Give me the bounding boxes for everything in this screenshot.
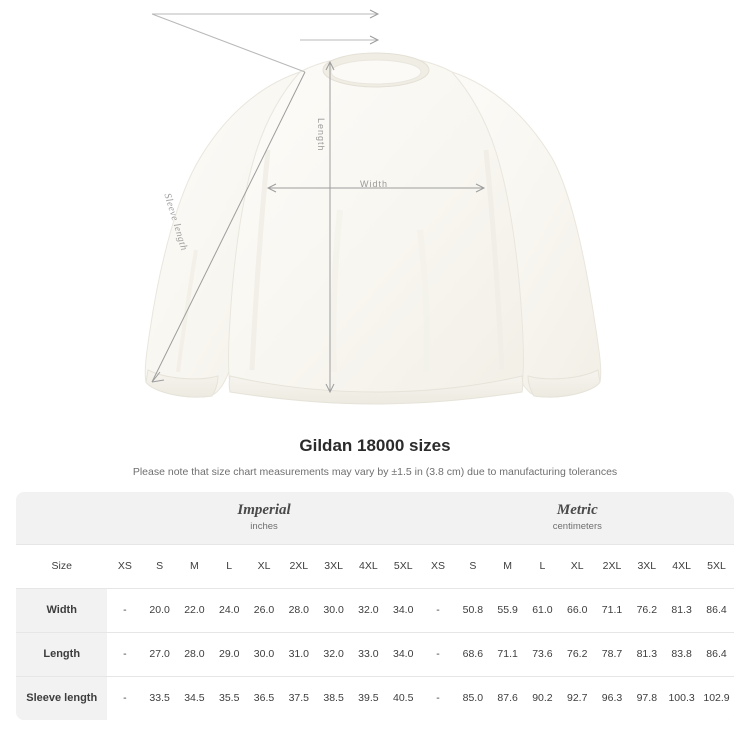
table-header-size-xl: XL (247, 544, 282, 588)
table-cell: 37.5 (281, 676, 316, 720)
table-cell: - (421, 676, 456, 720)
table-row-label: Length (16, 632, 107, 676)
table-cell: 100.3 (664, 676, 699, 720)
table-header-size-s: S (455, 544, 490, 588)
table-cell: 31.0 (281, 632, 316, 676)
table-size-header-row (16, 544, 734, 588)
table-row (16, 588, 734, 632)
table-cell: 39.5 (351, 676, 386, 720)
table-cell: 76.2 (629, 588, 664, 632)
table-header-size-3xl: 3XL (316, 544, 351, 588)
system-unit: centimeters (552, 520, 602, 532)
table-cell: 28.0 (281, 588, 316, 632)
table-cell: 34.5 (177, 676, 212, 720)
table-cell: 38.5 (316, 676, 351, 720)
table-cell: 86.4 (699, 632, 734, 676)
system-name: Metric (556, 501, 598, 518)
table-row (16, 676, 734, 720)
table-cell: 92.7 (560, 676, 595, 720)
table-cell: 55.9 (490, 588, 525, 632)
table-cell: 33.5 (142, 676, 177, 720)
label-length: Length (316, 118, 326, 152)
table-header-size-xs: XS (421, 544, 456, 588)
table-cell: 86.4 (699, 588, 734, 632)
table-header-size-s: S (142, 544, 177, 588)
table-cell: 34.0 (386, 632, 421, 676)
label-sleeve-length: Sleeve length (161, 192, 190, 253)
table-cell: 27.0 (142, 632, 177, 676)
table-header-size-m: M (177, 544, 212, 588)
table-cell: 36.5 (247, 676, 282, 720)
table-cell: - (421, 588, 456, 632)
table-header-size-m: M (490, 544, 525, 588)
table-cell: 28.0 (177, 632, 212, 676)
table-cell: 20.0 (142, 588, 177, 632)
table-cell: 85.0 (455, 676, 490, 720)
table-header-size-4xl: 4XL (351, 544, 386, 588)
table-cell: 83.8 (664, 632, 699, 676)
table-row-label: Width (16, 588, 107, 632)
table-header-size-xs: XS (107, 544, 142, 588)
table-cell: 33.0 (351, 632, 386, 676)
table-header-size: Size (16, 544, 107, 588)
table-cell: 87.6 (490, 676, 525, 720)
table-header-size-5xl: 5XL (699, 544, 734, 588)
system-unit: inches (250, 520, 278, 532)
table-header-size-l: L (525, 544, 560, 588)
table-cell: 66.0 (560, 588, 595, 632)
table-cell: 81.3 (629, 632, 664, 676)
table-system-header-metric (421, 492, 734, 544)
table-header-size-2xl: 2XL (595, 544, 630, 588)
table-cell: 29.0 (212, 632, 247, 676)
table-cell: 68.6 (455, 632, 490, 676)
table-cell: 30.0 (247, 632, 282, 676)
label-width: Width (360, 179, 389, 189)
table-cell: 71.1 (490, 632, 525, 676)
table-cell: 73.6 (525, 632, 560, 676)
table-cell: 34.0 (386, 588, 421, 632)
table-row (16, 632, 734, 676)
chart-header (0, 436, 750, 478)
table-system-header-imperial (107, 492, 420, 544)
tolerance-note: Please note that size chart measurements may vary by ±1.5 in (3.8 cm) due to manufacturing tolerances (132, 466, 618, 478)
table-cell: 90.2 (525, 676, 560, 720)
page-title: Gildan 18000 sizes (299, 436, 451, 455)
table-header-size-l: L (212, 544, 247, 588)
size-chart-table (16, 492, 734, 720)
table-row-label: Sleeve length (16, 676, 107, 720)
table-cell: 32.0 (351, 588, 386, 632)
table-cell: 32.0 (316, 632, 351, 676)
table-cell: 40.5 (386, 676, 421, 720)
table-cell: - (107, 632, 142, 676)
table-cell: 30.0 (316, 588, 351, 632)
table-header-size-3xl: 3XL (629, 544, 664, 588)
table-system-header-row (16, 492, 734, 544)
table-header-size-4xl: 4XL (664, 544, 699, 588)
table-header-size-2xl: 2XL (281, 544, 316, 588)
table-cell: 81.3 (664, 588, 699, 632)
table-cell: 102.9 (699, 676, 734, 720)
table-cell: 50.8 (455, 588, 490, 632)
table-cell: 97.8 (629, 676, 664, 720)
table-cell: 78.7 (595, 632, 630, 676)
table-header-size-xl: XL (560, 544, 595, 588)
table-cell: 22.0 (177, 588, 212, 632)
table-header-size-5xl: 5XL (386, 544, 421, 588)
table-cell: 26.0 (247, 588, 282, 632)
table-cell: 61.0 (525, 588, 560, 632)
table-cell: 76.2 (560, 632, 595, 676)
table-cell: - (107, 676, 142, 720)
table-cell: 96.3 (595, 676, 630, 720)
table-cell: 71.1 (595, 588, 630, 632)
table-cell: 24.0 (212, 588, 247, 632)
size-chart-table-wrapper (16, 492, 734, 720)
table-cell: - (107, 588, 142, 632)
table-cell: - (421, 632, 456, 676)
table-corner-cell (16, 492, 107, 544)
table-cell: 35.5 (212, 676, 247, 720)
system-name: Imperial (237, 501, 291, 518)
